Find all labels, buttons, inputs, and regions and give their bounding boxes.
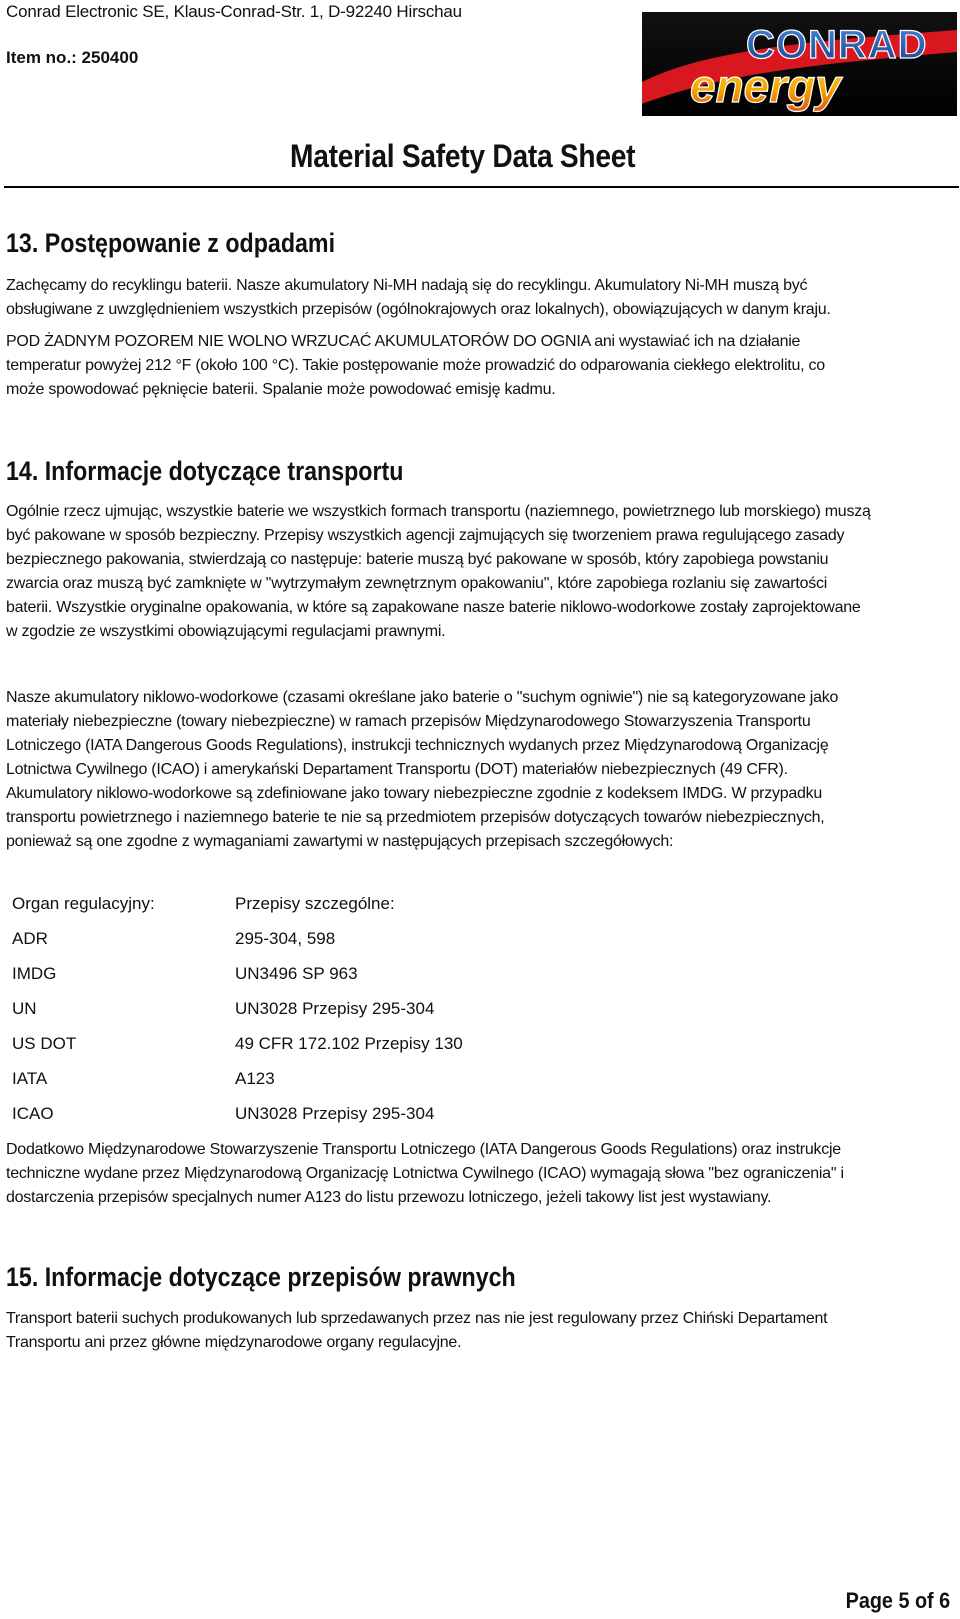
section-15-heading: 15. Informacje dotyczące przepisów prawnych <box>6 1262 516 1292</box>
column-header-rules: Przepisy szczególne: <box>235 894 395 913</box>
conrad-energy-logo <box>642 12 957 116</box>
document-title: Material Safety Data Sheet <box>290 138 636 174</box>
page-number: Page 5 of 6 <box>845 1588 950 1613</box>
logo-conrad-text: CONRAD <box>746 23 928 67</box>
column-header-body: Organ regulacyjny: <box>12 894 155 913</box>
logo-energy-text: energy <box>690 60 841 112</box>
section-14-paragraph-3: Dodatkowo Międzynarodowe Stowarzyszenie Transportu Lotniczego (IATA Dangerous Goods Regulations) oraz instrukcje techniczne wydane przez Międzynarodową Organizację Lotnictwa Cywilnego (ICAO) wymagają słowa "bez ograniczenia" i dostarczenia przepisów specjalnych numer A123 do listu przewozu lotniczego, jeżeli takowy list jest wystawiany. <box>6 1141 844 1206</box>
item-number: Item no.: 250400 <box>6 48 139 67</box>
company-address: Conrad Electronic SE, Klaus-Conrad-Str. 1, D-92240 Hirschau <box>6 2 462 21</box>
section-14-paragraph-2: Nasze akumulatory niklowo-wodorkowe (czasami określane jako baterie o "suchym ogniwie") nie są kategoryzowane jako materiały niebezpieczne (towary niebezpieczne) w ramach przepisów Międzynarodowego Stowarzyszenia Transportu Lotniczego (IATA Dangerous Goods Regulations), instrukcji technicznych wydanych przez Międzynarodową Organizację Lotnictwa Cywilnego (ICAO) i amerykański Departament Transportu (DOT) materiałów niebezpiecznych (49 CFR). Akumulatory niklowo-wodorkowe są zdefiniowane jako towary niebezpieczne zgodnie z kodeksem IMDG. W przypadku transportu powietrznego i naziemnego baterie te nie są przedmiotem przepisów dotyczących towarów niebezpiecznych, ponieważ są one zgodne z wymaganiami zawartymi w następujących przepisach szczegółowych: <box>6 689 839 850</box>
section-15-paragraph-1: Transport baterii suchych produkowanych lub sprzedawanych przez nas nie jest regulowany przez Chiński Departament Transportu ani przez główne międzynarodowe organy regulacyjne. <box>6 1310 828 1351</box>
header-divider <box>4 186 959 188</box>
section-14-paragraph-1: Ogólnie rzecz ujmując, wszystkie baterie we wszystkich formach transportu (naziemnego, powietrznego lub morskiego) muszą być pakowane w sposób bezpieczny. Przepisy wszystkich agencji zajmujących się tworzeniem prawa regulującego zasady bezpiecznego pakowania, stwierdzają co następuje: baterie muszą być pakowane w sposób, który zapobiega powstaniu zwarcia oraz muszą być zamknięte w "wytrzymałym zewnętrznym opakowaniu", które zapobiega rozlaniu się zawartości baterii. Wszystkie oryginalne opakowania, w które są zapakowane nasze baterie niklowo-wodorkowe zostały zaprojektowane w zgodzie ze wszystkimi obowiązującymi regulacjami prawnymi. <box>6 503 871 640</box>
section-13-paragraph-1: Zachęcamy do recyklingu baterii. Nasze akumulatory Ni-MH nadają się do recyklingu. Akumulatory Ni-MH muszą być obsługiwane z uwzględnieniem wszystkich przepisów (ogólnokrajowych oraz lokalnych), obowiązujących w danym kraju. <box>6 277 831 318</box>
section-13-paragraph-2: POD ŻADNYM POZOREM NIE WOLNO WRZUCAĆ AKUMULATORÓW DO OGNIA ani wystawiać ich na działanie temperatur powyżej 212 °F (około 100 °C). Takie postępowanie może prowadzić do odparowania ciekłego elektrolitu, co może spowodować pęknięcie baterii. Spalanie może powodować emisję kadmu. <box>6 333 825 398</box>
section-13-heading: 13. Postępowanie z odpadami <box>6 228 336 258</box>
section-14-heading: 14. Informacje dotyczące transportu <box>6 456 404 486</box>
